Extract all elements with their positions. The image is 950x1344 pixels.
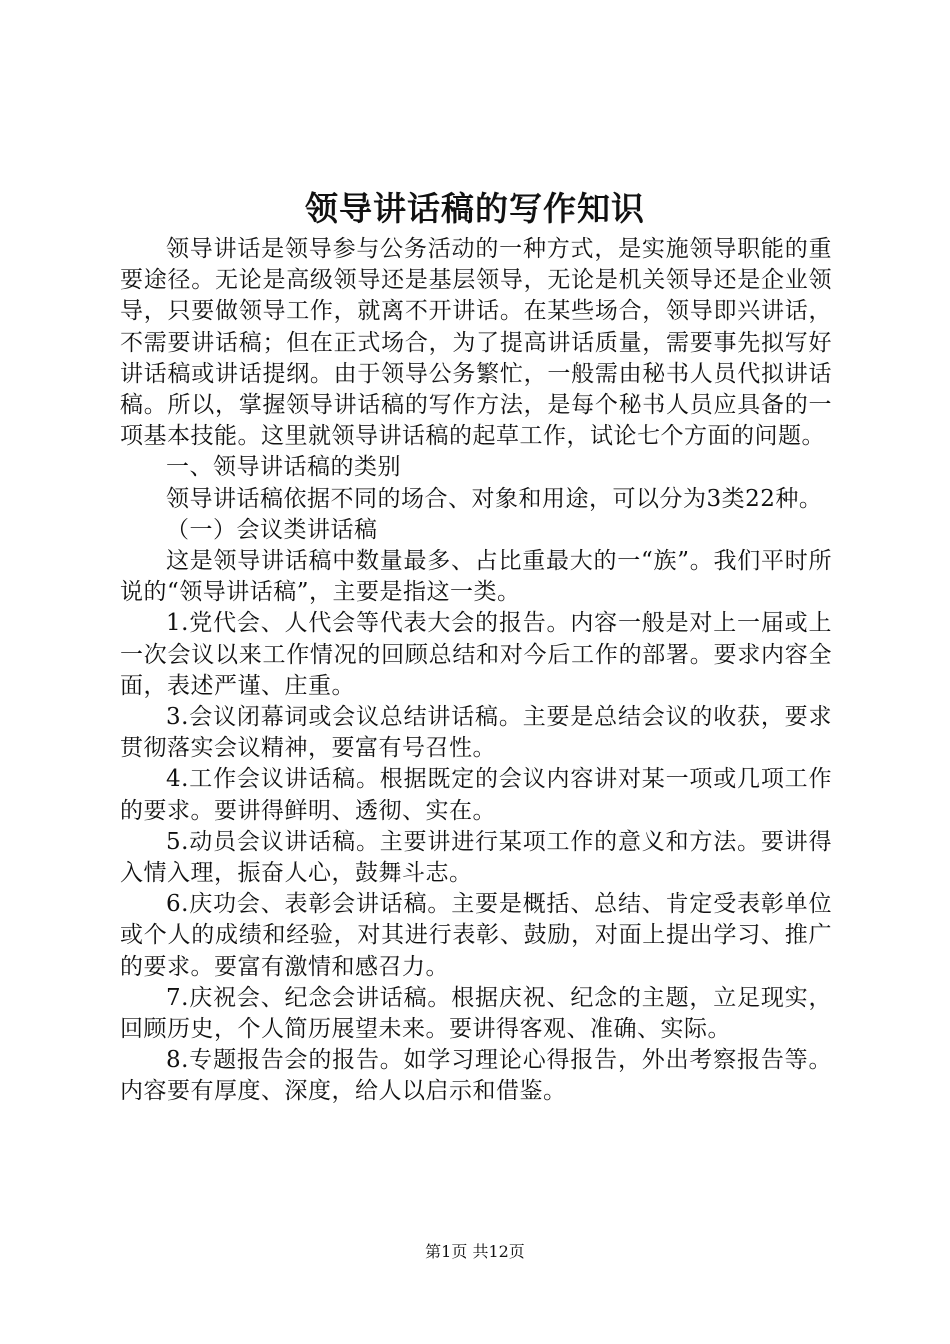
list-item-6: 6.庆功会、表彰会讲话稿。主要是概括、总结、肯定受表彰单位或个人的成绩和经验，对其进行表彰、鼓励，对面上提出学习、推广的要求。要富有激情和感召力。	[120, 891, 832, 980]
document-title: 领导讲话稿的写作知识	[305, 189, 645, 228]
list-item-7: 7.庆祝会、纪念会讲话稿。根据庆祝、纪念的主题，立足现实，回顾历史，个人简历展望未来。要讲得客观、准确、实际。	[120, 984, 832, 1043]
paragraph-categories: 领导讲话稿依据不同的场合、对象和用途，可以分为3类22种。	[166, 485, 823, 512]
list-item-4: 4.工作会议讲话稿。根据既定的会议内容讲对某一项或几项工作的要求。要讲得鲜明、透彻、实在。	[120, 766, 832, 824]
list-item-1: 1.党代会、人代会等代表大会的报告。内容一般是对上一届或上一次会议以来工作情况的回顾总结和对今后工作的部署。要求内容全面，表述严谨、庄重。	[120, 610, 832, 699]
document-body	[120, 234, 832, 1108]
list-item-5: 5.动员会议讲话稿。主要讲进行某项工作的意义和方法。要讲得入情入理，振奋人心，鼓舞斗志。	[120, 828, 832, 887]
page-footer: 第1页 共12页	[425, 1242, 525, 1261]
section-heading-categories: 一、领导讲话稿的类别	[166, 454, 401, 481]
subsection-heading-meeting: （一）会议类讲话稿	[166, 516, 378, 543]
list-item-3: 3.会议闭幕词或会议总结讲话稿。主要是总结会议的收获，要求贯彻落实会议精神，要富有号召性。	[120, 704, 832, 762]
paragraph-meeting-intro: 这是领导讲话稿中数量最多、占比重最大的一“族”。我们平时所说的“领导讲话稿”，主要是指这一类。	[120, 548, 832, 606]
list-item-8: 8.专题报告会的报告。如学习理论心得报告，外出考察报告等。内容要有厚度、深度，给人以启示和借鉴。	[120, 1047, 832, 1105]
paragraph-intro: 领导讲话是领导参与公务活动的一种方式，是实施领导职能的重要途径。无论是高级领导还是基层领导，无论是机关领导还是企业领导，只要做领导工作，就离不开讲话。在某些场合，领导即兴讲话，不需要讲话稿；但在正式场合，为了提高讲话质量，需要事先拟写好讲话稿或讲话提纲。由于领导公务繁忙，一般需由秘书人员代拟讲话稿。所以，掌握领导讲话稿的写作方法，是每个秘书人员应具备的一项基本技能。这里就领导讲话稿的起草工作，试论七个方面的问题。	[120, 236, 832, 450]
